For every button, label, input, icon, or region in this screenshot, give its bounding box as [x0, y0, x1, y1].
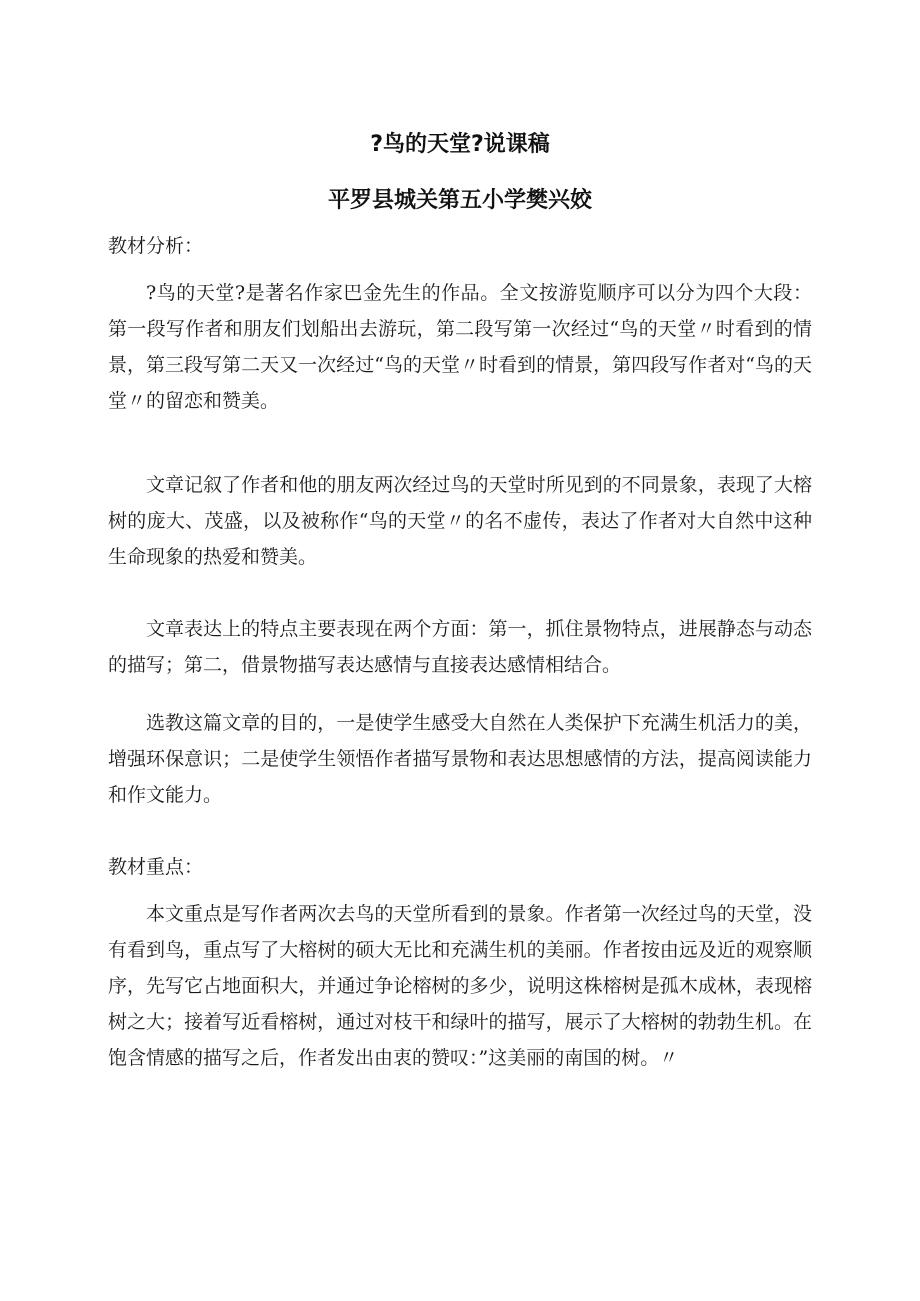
paragraph-key-points-1: 本文重点是写作者两次去鸟的天堂所看到的景象。作者第一次经过鸟的天堂，没有看到鸟，重点写了大榕树的硕大无比和充满生机的美丽。作者按由远及近的观察顺序，先写它占地面积大，并通过争论榕树的多少，说明这株榕树是孤木成林，表现榕树之大；接着写近看榕树，通过对枝干和绿叶的描写，展示了大榕树的勃勃生机。在饱含情感的描写之后，作者发出由衷的赞叹：”这美丽的南国的树。〃 — [108, 903, 812, 1069]
section-heading-key-points: 教材重点： — [108, 856, 204, 878]
paragraph-analysis-4: 选教这篇文章的目的，一是使学生感受大自然在人类保护下充满生机活力的美，增强环保意识；二是使学生领悟作者描写景物和表达思想感情的方法，提高阅读能力和作文能力。 — [108, 712, 812, 806]
section-heading-analysis: 教材分析： — [108, 235, 204, 257]
author-line: 平罗县城关第五小学樊兴姣 — [327, 188, 592, 213]
paragraph-analysis-3: 文章表达上的特点主要表现在两个方面：第一，抓住景物特点，进展静态与动态的描写；第二，借景物描写表达感情与直接表达感情相结合。 — [108, 618, 812, 676]
paragraph-analysis-2: 文章记叙了作者和他的朋友两次经过鸟的天堂时所见到的不同景象，表现了大榕树的庞大、茂盛，以及被称作“鸟的天堂〃的名不虚传，表达了作者对大自然中这种生命现象的热爱和赞美。 — [108, 474, 812, 568]
document-title: ?鸟的天堂?说课稿 — [370, 132, 550, 157]
paragraph-analysis-1: ?鸟的天堂?是著名作家巴金先生的作品。全文按游览顺序可以分为四个大段：第一段写作者和朋友们划船出去游玩，第二段写第一次经过“鸟的天堂〃时看到的情景，第三段写第二天又一次经过“鸟的天堂〃时看到的情景，第四段写作者对“鸟的天堂〃的留恋和赞美。 — [108, 282, 812, 412]
